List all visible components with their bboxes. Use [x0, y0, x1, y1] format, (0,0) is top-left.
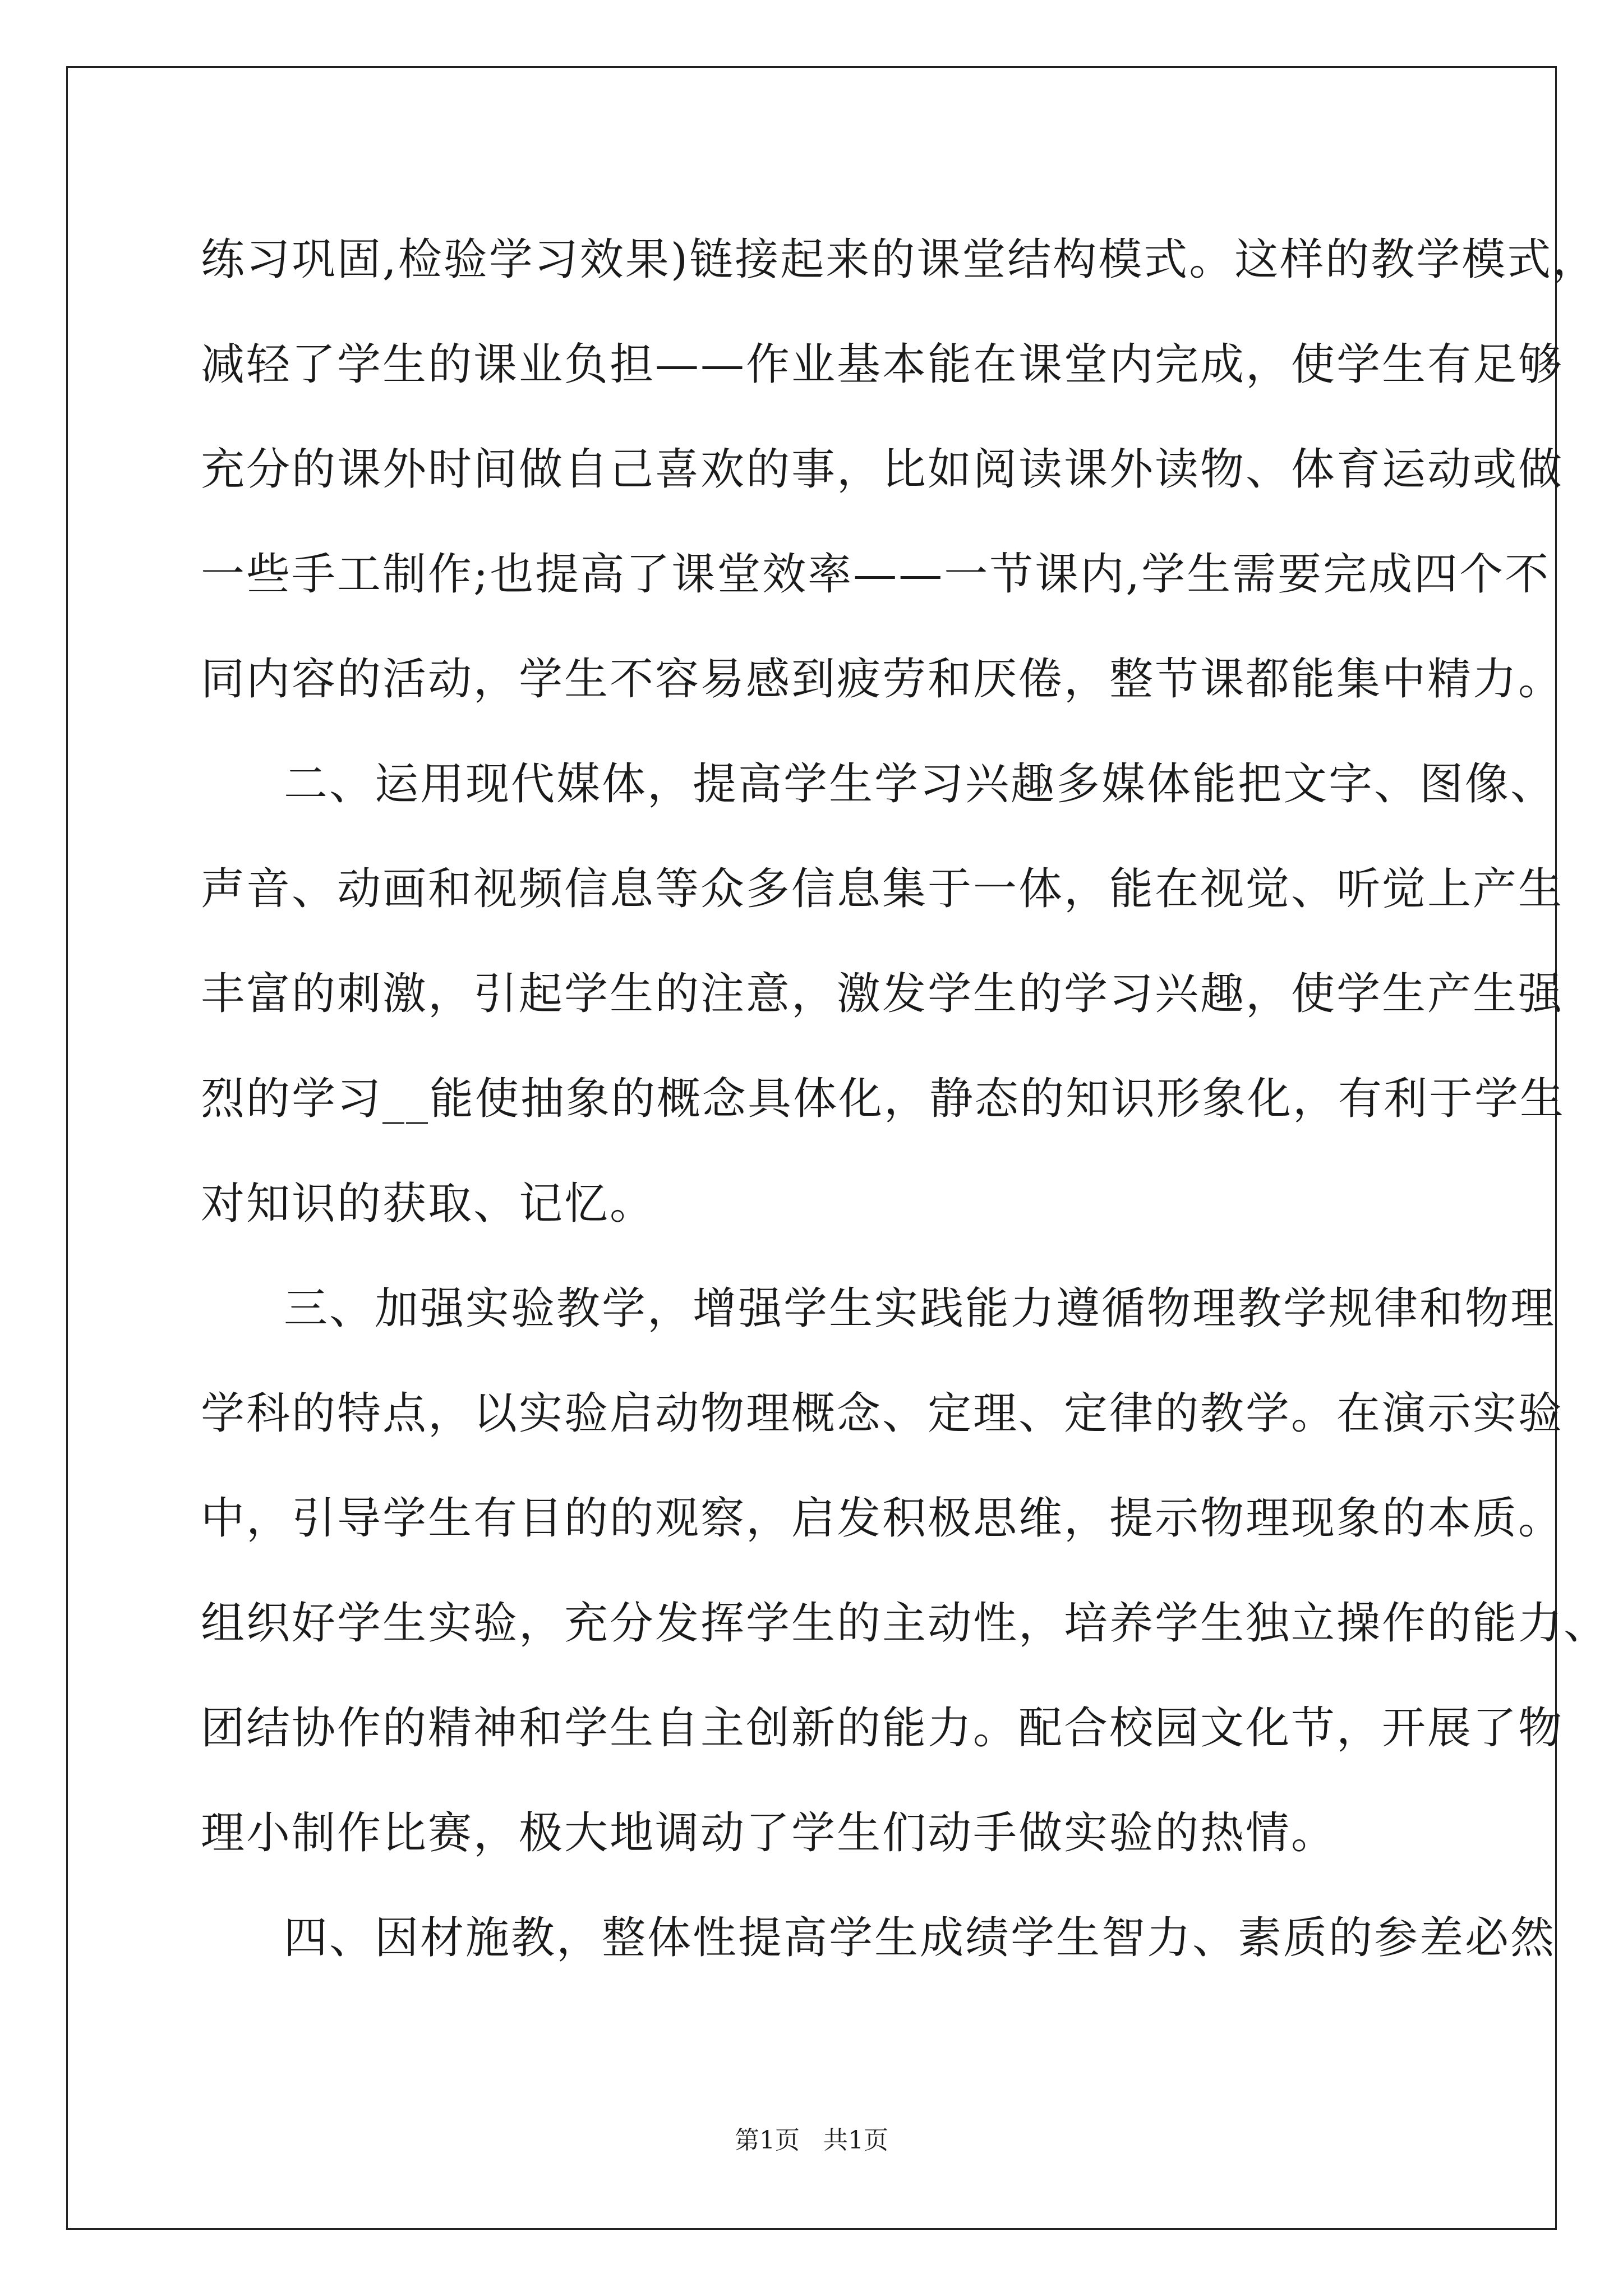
text-line: 烈的学习__能使抽象的概念具体化，静态的知识形象化，有利于学生 — [201, 1074, 1566, 1124]
text-line: 三、加强实验教学，增强学生实践能力遵循物理教学规律和物理 — [284, 1283, 1556, 1334]
text-line: 丰富的刺激，引起学生的注意，激发学生的学习兴趣，使学生产生强 — [201, 969, 1564, 1019]
text-line: 理小制作比赛，极大地调动了学生们动手做实验的热情。 — [201, 1808, 1337, 1858]
text-line: 二、运用现代媒体，提高学生学习兴趣多媒体能把文字、图像、 — [284, 759, 1556, 809]
text-line: 对知识的获取、记忆。 — [201, 1179, 656, 1229]
text-line: 声音、动画和视频信息等众多信息集于一体，能在视觉、听觉上产生 — [201, 864, 1564, 914]
text-line: 中，引导学生有目的的观察，启发积极思维，提示物理现象的本质。 — [201, 1493, 1564, 1544]
text-line: 团结协作的精神和学生自主创新的能力。配合校园文化节，开展了物 — [201, 1703, 1564, 1754]
text-line: 练习巩固,检验学习效果)链接起来的课堂结构模式。这样的教学模式， — [201, 234, 1598, 285]
text-line: 学科的特点，以实验启动物理概念、定理、定律的教学。在演示实验 — [201, 1388, 1564, 1439]
text-line: 同内容的活动，学生不容易感到疲劳和厌倦，整节课都能集中精力。 — [201, 654, 1564, 705]
text-line: 组织好学生实验，充分发挥学生的主动性，培养学生独立操作的能力、 — [201, 1598, 1610, 1649]
document-body — [201, 208, 1610, 1991]
text-line: 一些手工制作;也提高了课堂效率——一节课内,学生需要完成四个不 — [201, 549, 1551, 600]
text-line: 四、因材施教，整体性提高学生成绩学生智力、素质的参差必然 — [284, 1913, 1556, 1963]
text-line: 减轻了学生的课业负担——作业基本能在课堂内完成，使学生有足够 — [201, 339, 1564, 390]
page-number-footer: 第1页 共1页 — [735, 2126, 888, 2155]
text-line: 充分的课外时间做自己喜欢的事，比如阅读课外读物、体育运动或做 — [201, 444, 1564, 495]
